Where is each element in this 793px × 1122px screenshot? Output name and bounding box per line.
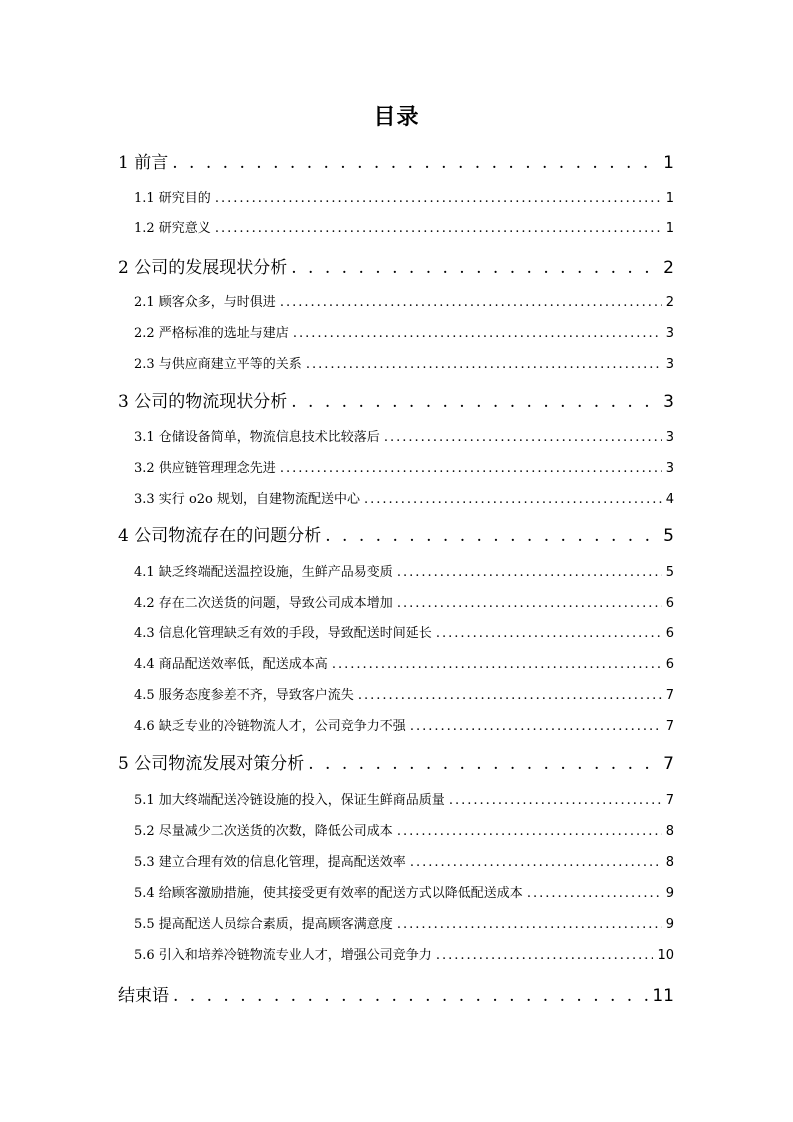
dot-leader [397,917,662,932]
toc-entry-label: 5.1 加大终端配送冷链设施的投入，保证生鲜商品质量 [134,793,445,808]
toc-entry-label: 4.3 信息化管理缺乏有效的手段，导致配送时间延长 [134,626,432,641]
toc-entry-label: 1.1 研究目的 [134,191,211,206]
toc-entry-label: 2.3 与供应商建立平等的关系 [134,357,302,372]
toc-page-number: 11 [652,986,674,1006]
dot-leader [280,295,662,310]
toc-entry-section-5-3[interactable] [134,851,674,870]
dot-leader [280,461,662,476]
toc-page-number: 7 [665,688,674,703]
toc-entry-section-2-2[interactable] [134,322,674,341]
toc-entry-label: 5.2 尽量减少二次送货的次数，降低公司成本 [134,824,393,839]
toc-entry-label: 5 公司物流发展对策分析 [118,754,305,774]
toc-page-number: 7 [665,793,674,808]
toc-entry-chapter-2[interactable] [118,253,674,278]
toc-page-number: 8 [665,855,674,870]
toc-page-number: 3 [665,461,674,476]
toc-entry-section-3-1[interactable] [134,426,674,445]
dot-leader [397,596,662,611]
dot-leader [215,221,662,236]
toc-entry-label: 4 公司物流存在的问题分析 [118,526,322,546]
dot-leader [173,986,648,1006]
dot-leader [293,326,662,341]
toc-page-number: 6 [665,657,674,672]
toc-page-number: 1 [663,153,674,173]
toc-entry-label: 4.2 存在二次送货的问题，导致公司成本增加 [134,596,393,611]
toc-entry-section-5-1[interactable] [134,789,674,808]
toc-entry-section-5-4[interactable] [134,882,674,901]
toc-page-number: 7 [663,754,674,774]
dot-leader [172,153,659,173]
toc-title: 目录 [373,105,420,130]
toc-entry-chapter-3[interactable] [118,387,674,412]
toc-page-number: 3 [665,430,674,445]
toc-page-number: 5 [665,565,674,580]
dot-leader [397,565,662,580]
dot-leader [410,855,662,870]
toc-page-number: 3 [665,357,674,372]
dot-leader [527,886,662,901]
toc-entry-label: 4.6 缺乏专业的冷链物流人才，公司竞争力不强 [134,719,406,734]
toc-page-number: 9 [665,917,674,932]
toc-entry-label: 3.3 实行 o2o 规划，自建物流配送中心 [134,492,360,507]
toc-entry-label: 结束语 [118,986,169,1006]
toc-entry-chapter-5[interactable] [118,749,674,774]
toc-entry-label: 3.1 仓储设备简单，物流信息技术比较落后 [134,430,380,445]
toc-page-number: 2 [663,258,674,278]
toc-entry-section-4-5[interactable] [134,684,674,703]
toc-page-number: 8 [665,824,674,839]
toc-entry-chapter-4[interactable] [118,521,674,546]
toc-page-number: 10 [657,948,674,963]
toc-entry-section-2-1[interactable] [134,291,674,310]
toc-entry-label: 4.1 缺乏终端配送温控设施，生鲜产品易变质 [134,565,393,580]
toc-entry-label: 5.5 提高配送人员综合素质，提高顾客满意度 [134,917,393,932]
toc-page-number: 4 [665,492,674,507]
toc-entry-label: 5.4 给顾客激励措施，使其接受更有效率的配送方式以降低配送成本 [134,886,523,901]
dot-leader [291,392,659,412]
toc-page-number: 2 [665,295,674,310]
dot-leader [332,657,662,672]
toc-entry-section-1-2[interactable] [134,217,674,236]
dot-leader [308,754,659,774]
toc-entry-section-2-3[interactable] [134,353,674,372]
toc-entry-section-4-1[interactable] [134,561,674,580]
toc-entry-section-5-5[interactable] [134,913,674,932]
toc-page-number: 1 [665,191,674,206]
toc-entry-label: 3 公司的物流现状分析 [118,392,288,412]
toc-page-number: 7 [665,719,674,734]
dot-leader [325,526,659,546]
toc-entry-section-4-3[interactable] [134,622,674,641]
toc-entry-label: 1.2 研究意义 [134,221,211,236]
toc-entry-conclusion[interactable] [118,981,674,1006]
toc-entry-label: 3.2 供应链管理理念先进 [134,461,276,476]
toc-entry-section-4-2[interactable] [134,592,674,611]
toc-page-number: 5 [663,526,674,546]
toc-entry-section-1-1[interactable] [134,187,674,206]
toc-page-number: 3 [663,392,674,412]
dot-leader [410,719,662,734]
dot-leader [358,688,662,703]
dot-leader [436,948,654,963]
dot-leader [449,793,662,808]
toc-entry-section-3-2[interactable] [134,457,674,476]
dot-leader [291,258,659,278]
toc-entry-label: 4.4 商品配送效率低，配送成本高 [134,657,328,672]
dot-leader [364,492,662,507]
toc-page-number: 6 [665,596,674,611]
toc-entry-chapter-1[interactable] [118,148,674,173]
toc-entry-section-5-6[interactable] [134,944,674,963]
toc-entry-label: 5.3 建立合理有效的信息化管理，提高配送效率 [134,855,406,870]
toc-entry-section-5-2[interactable] [134,820,674,839]
dot-leader [306,357,662,372]
dot-leader [436,626,662,641]
toc-entry-section-3-3[interactable] [134,488,674,507]
toc-entry-label: 2.2 严格标准的选址与建店 [134,326,289,341]
toc-entry-label: 2.1 顾客众多，与时俱进 [134,295,276,310]
dot-leader [215,191,662,206]
toc-entry-label: 4.5 服务态度参差不齐，导致客户流失 [134,688,354,703]
toc-entry-label: 5.6 引入和培养冷链物流专业人才，增强公司竞争力 [134,948,432,963]
toc-page-number: 9 [665,886,674,901]
toc-page-number: 3 [665,326,674,341]
toc-page-number: 1 [665,221,674,236]
toc-entry-section-4-4[interactable] [134,653,674,672]
toc-entry-section-4-6[interactable] [134,715,674,734]
dot-leader [397,824,662,839]
toc-entry-label: 2 公司的发展现状分析 [118,258,288,278]
dot-leader [384,430,662,445]
toc-entry-label: 1 前言 [118,153,169,173]
toc-page-number: 6 [665,626,674,641]
